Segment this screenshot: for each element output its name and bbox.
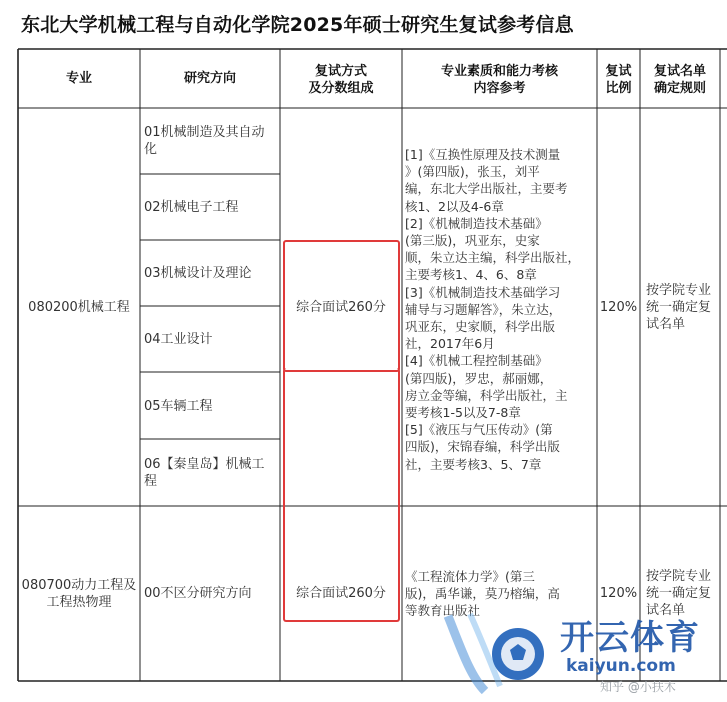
direction-line: 04工业设计 — [144, 332, 213, 347]
header-method-line1: 复试方式 — [314, 64, 367, 79]
ref-line: 等教育出版社 — [405, 603, 481, 619]
ref-line: (第四版)，罗忠，郝丽娜， — [405, 370, 553, 386]
highlight-box — [283, 240, 400, 372]
soccer-ball-logo-icon — [440, 606, 550, 696]
ref-line: [5]《液压与气压传动》(第 — [405, 422, 553, 438]
row2-ratio: 120% — [599, 586, 638, 601]
header-rule — [640, 63, 720, 97]
ref-line: 社，2017年6月 — [405, 336, 495, 352]
row1-rule — [646, 282, 720, 333]
row1-ratio: 120% — [599, 300, 638, 315]
header-ratio — [597, 63, 640, 97]
ref-line: 核1、2以及4-6章 — [405, 198, 504, 214]
ref-line: 顺，朱立达主编，科学出版社， — [405, 250, 581, 266]
ref-line: [2]《机械制造技术基础》 — [405, 215, 548, 231]
ref-line: 辅导与习题解答》，朱立达， — [405, 301, 562, 317]
ref-line: (第三版)，巩亚东，史家 — [405, 233, 540, 249]
row2-major — [18, 577, 140, 611]
row1-direction-01 — [144, 124, 276, 158]
ref-line: 要考核1-5以及7-8章 — [405, 405, 521, 421]
row1-method: 综合面试260分 — [296, 300, 386, 315]
row1-direction-05 — [144, 398, 276, 415]
rule-line: 按学院专业 — [646, 569, 712, 584]
row2-method: 综合面试260分 — [296, 586, 386, 601]
header-content — [402, 63, 597, 97]
ref-line: 《工程流体力学》(第三 — [405, 569, 535, 584]
row1-direction-03 — [144, 265, 276, 282]
ref-line: [3]《机械制造技术基础学习 — [405, 284, 561, 300]
ref-line: 四版)，宋锦春编，科学出版 — [405, 439, 560, 455]
watermark-url: kaiyun.com — [566, 656, 676, 676]
rule-line: 统一确定复 — [646, 586, 712, 601]
page-title: 东北大学机械工程与自动化学院2025年硕士研究生复试参考信息 — [21, 14, 574, 36]
header-content-line2: 内容参考 — [473, 81, 526, 96]
rule-line: 统一确定复 — [646, 300, 712, 315]
ref-line: [4]《机械工程控制基础》 — [405, 353, 548, 369]
rule-line: 试名单 — [646, 603, 686, 618]
direction-line: 02机械电子工程 — [144, 200, 239, 215]
header-rule-line2: 确定规则 — [653, 81, 706, 96]
direction-line: 化 — [144, 142, 158, 157]
watermark-author: 知乎 @小扶木 — [600, 680, 676, 694]
ref-line: 主要考核1、4、6、8章 — [405, 267, 537, 283]
watermark-brand: 开云体育 — [560, 618, 700, 658]
row1-direction-04 — [144, 331, 276, 348]
rule-line: 按学院专业 — [646, 283, 712, 298]
header-direction: 研究方向 — [183, 71, 236, 86]
header-content-line1: 专业素质和能力考核 — [440, 64, 558, 79]
header-method — [280, 63, 402, 97]
header-rule-line1: 复试名单 — [653, 64, 706, 79]
major-line: 工程热物理 — [46, 595, 112, 610]
header-major: 专业 — [65, 71, 92, 86]
ref-line: 房立金等编，科学出版社，主 — [405, 387, 568, 403]
ref-line: 版)，禹华谦，莫乃榕编，高 — [405, 586, 560, 602]
header-ratio-line2: 比例 — [605, 81, 632, 96]
direction-line: 03机械设计及理论 — [144, 266, 252, 281]
row1-references — [405, 146, 595, 473]
direction-line: 05车辆工程 — [144, 399, 213, 414]
direction-line: 06【秦皇岛】机械工 — [144, 457, 265, 472]
ref-line: 编，东北大学出版社，主要考 — [405, 181, 568, 197]
rule-line: 试名单 — [646, 317, 686, 332]
direction-line: 01机械制造及其自动 — [144, 125, 265, 140]
row1-major: 080200机械工程 — [28, 300, 130, 315]
ref-line: 》(第四版)，张玉，刘平 — [405, 164, 540, 180]
ref-line: 社，主要考核3、5、7章 — [405, 456, 542, 472]
row1-direction-02 — [144, 199, 276, 216]
ref-line: [1]《互换性原理及技术测量 — [405, 147, 561, 162]
direction-line: 程 — [144, 474, 158, 489]
highlight-box — [283, 368, 400, 622]
row1-direction-06 — [144, 456, 276, 490]
major-line: 080700动力工程及 — [21, 578, 137, 593]
ref-line: 巩亚东，史家顺，科学出版 — [405, 319, 556, 335]
header-method-line2: 及分数组成 — [308, 81, 374, 96]
header-ratio-line1: 复试 — [605, 64, 632, 79]
row2-direction: 00不区分研究方向 — [144, 586, 252, 601]
